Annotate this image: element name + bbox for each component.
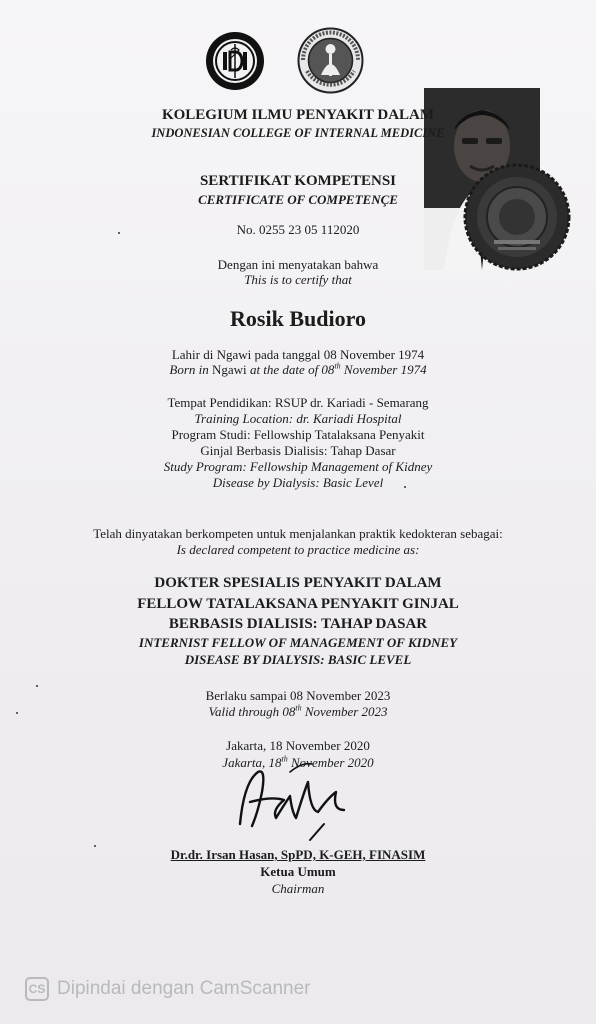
study-program-en-line1: Study Program: Fellowship Management of Kidney: [163, 459, 433, 474]
camscanner-watermark: [25, 976, 311, 1002]
certificate-title-id: SERTIFIKAT KOMPETENSI: [199, 173, 397, 189]
scan-speck: [118, 232, 120, 234]
valid-until-en: Valid through 08th November 2023: [208, 703, 388, 719]
signatory-title-id: Ketua Umum: [260, 864, 336, 879]
competence-line3: BERBASIS DIALISIS: TAHAP DASAR: [168, 616, 428, 632]
certificate-number: No. 0255 23 05 112020: [236, 222, 360, 237]
issue-date-en: Jakarta, 18th November 2020: [222, 754, 374, 770]
scan-speck: [94, 845, 96, 847]
declaration-id: Telah dinyatakan berkompeten untuk menjalankan praktik kedokteran sebagai:: [93, 526, 503, 541]
idi-logo: [204, 30, 266, 92]
competence-line4: INTERNIST FELLOW OF MANAGEMENT OF KIDNEY: [138, 635, 458, 650]
recipient-name: Rosik Budioro: [230, 306, 366, 331]
birth-info-id: Lahir di Ngawi pada tanggal 08 November 1974: [171, 347, 425, 362]
camscanner-icon: CS: [25, 977, 49, 1001]
study-program-en-line2: Disease by Dialysis: Basic Level: [212, 475, 384, 490]
certify-text-id: Dengan ini menyatakan bahwa: [217, 257, 379, 272]
scan-speck: [36, 685, 38, 687]
scan-speck: [16, 712, 18, 714]
college-name-id: KOLEGIUM ILMU PENYAKIT DALAM: [161, 107, 435, 123]
study-program-id-line1: Program Studi: Fellowship Tatalaksana Penyakit: [171, 427, 425, 442]
training-location-id: Tempat Pendidikan: RSUP dr. Kariadi - Semarang: [167, 395, 429, 410]
scan-speck: [404, 486, 406, 488]
declaration-en: Is declared competent to practice medicine as:: [176, 542, 420, 557]
birth-info-en: Born in Ngawi at the date of 08th November 1974: [169, 361, 427, 377]
signatory-name: Dr.dr. Irsan Hasan, SpPD, K-GEH, FINASIM: [170, 847, 426, 862]
certify-text-en: This is to certify that: [244, 272, 352, 287]
certificate-title-en: CERTIFICATE OF COMPETENÇE: [198, 192, 398, 207]
handwritten-signature: [232, 752, 362, 842]
study-program-id-line2: Ginjal Berbasis Dialisis: Tahap Dasar: [200, 443, 396, 458]
competence-line1: DOKTER SPESIALIS PENYAKIT DALAM: [154, 575, 442, 591]
camscanner-text: Dipindai dengan CamScanner: [57, 978, 311, 999]
signatory-title-en: Chairman: [271, 881, 325, 896]
valid-until-id: Berlaku sampai 08 November 2023: [205, 688, 391, 703]
competence-line2: FELLOW TATALAKSANA PENYAKIT GINJAL: [137, 596, 459, 612]
issue-date-id: Jakarta, 18 November 2020: [226, 738, 370, 753]
college-name-en: INDONESIAN COLLEGE OF INTERNAL MEDICINE: [151, 126, 445, 140]
papdi-logo: [297, 27, 364, 94]
competence-line5: DISEASE BY DIALYSIS: BASIC LEVEL: [184, 652, 412, 667]
training-location-en: Training Location: dr. Kariadi Hospital: [194, 411, 402, 426]
